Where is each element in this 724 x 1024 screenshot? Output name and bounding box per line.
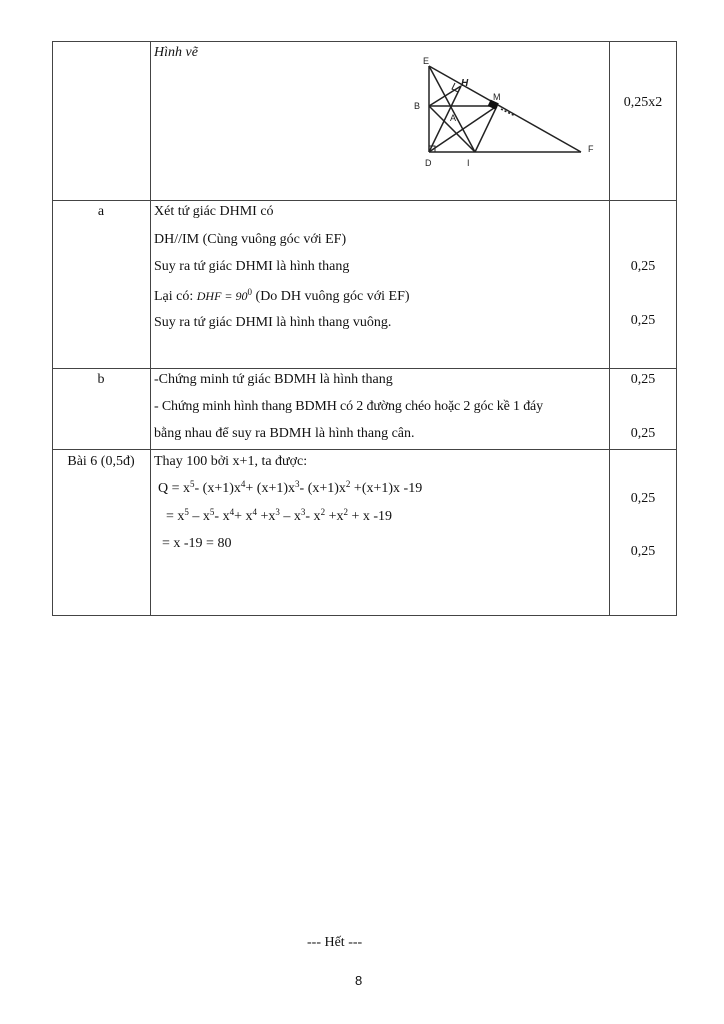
label-M: M — [493, 92, 501, 102]
bai6-score-1: 0,25 — [630, 491, 656, 506]
bai6-intro: Thay 100 bởi x+1, ta được: — [154, 454, 308, 469]
row-a-line-4 — [154, 287, 410, 306]
row-b-label: b — [97, 372, 105, 387]
row-divider-2 — [52, 368, 677, 369]
angle-DHF-formula: DHF = 90 — [196, 289, 248, 303]
table-border-right — [676, 41, 677, 615]
bai6-formula-2: = $x^5 - x^5-$ $x^4+ x^4 +x^3 - x^3-$ $x^2 +x^2 + x$ -19 — [166, 507, 393, 524]
table-border-top — [52, 41, 677, 42]
label-E: E — [423, 56, 430, 66]
page-number: 8 — [355, 973, 363, 988]
label-F: F — [588, 144, 594, 154]
table-border-left — [52, 41, 53, 615]
bai6-formula-1: $Q = x^5-$ $(x+1)x^4+ (x+1)x^3-$ $(x+1)x^2 +(x+1)x$ -19 — [158, 479, 423, 496]
row-a-line-3: Suy ra tứ giác DHMI là hình thang — [154, 259, 350, 274]
row-b-line-1: -Chứng minh tứ giác BDMH là hình thang — [154, 372, 393, 387]
table-divider-1 — [150, 41, 151, 615]
row-b-line-3: bằng nhau để suy ra BDMH là hình thang cân. — [154, 426, 415, 441]
row-a-line-4-suffix: (Do DH vuông góc với EF) — [255, 289, 410, 304]
row-a-line-2: DH//IM (Cùng vuông góc với EF) — [154, 232, 347, 247]
row-a-score-2: 0,25 — [630, 313, 656, 328]
row-b-line-2: - Chứng minh hình thang BDMH có 2 đường chéo hoặc 2 góc kề 1 đáy — [154, 399, 543, 414]
bai6-label: Bài 6 (0,5đ) — [67, 454, 135, 469]
row-b-score-2: 0,25 — [630, 426, 656, 441]
geometry-figure — [405, 54, 610, 200]
angle-degree: 0 — [247, 287, 253, 297]
row-a-line-5: Suy ra tứ giác DHMI là hình thang vuông. — [154, 315, 392, 330]
row-divider-1 — [52, 200, 677, 201]
row-a-score-1: 0,25 — [630, 259, 656, 274]
table-border-bottom — [52, 615, 677, 616]
figure-heading: Hình vẽ — [154, 45, 198, 60]
row-a-label: a — [97, 204, 105, 219]
figure-score: 0,25x2 — [623, 95, 663, 110]
bai6-score-2: 0,25 — [630, 544, 656, 559]
row-b-score-1: 0,25 — [630, 372, 656, 387]
label-D: D — [425, 158, 432, 168]
label-B: B — [414, 101, 421, 111]
bai6-formula-3: = x -19 = 80 — [162, 536, 232, 551]
row-divider-3 — [52, 449, 677, 450]
row-a-line-4-prefix: Lại có: — [154, 289, 197, 304]
label-I: I — [467, 158, 470, 168]
end-marker: --- Hết --- — [307, 935, 363, 950]
row-a-line-1: Xét tứ giác DHMI có — [154, 204, 274, 219]
label-H: H — [461, 78, 469, 89]
label-A: A — [450, 113, 457, 123]
